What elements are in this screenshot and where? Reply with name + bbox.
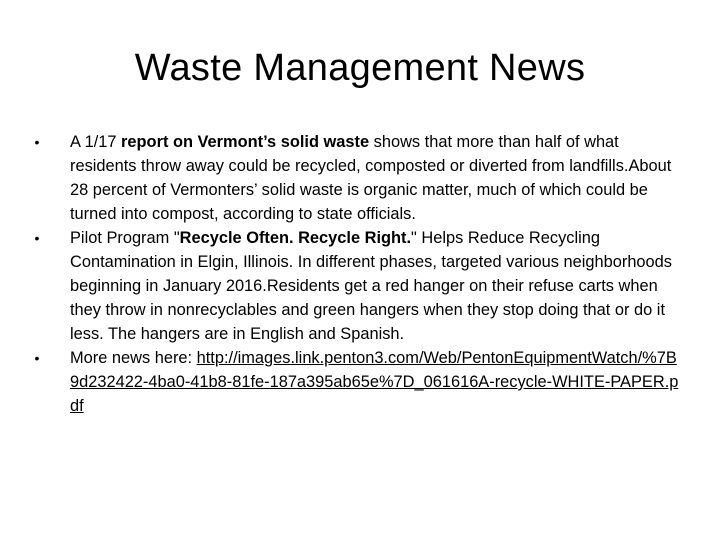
bullet-text-rest: " Helps Reduce Recycling Contamination in Elgin, Illinois. In different phases, targeted various neighborhoods beginning in January 2016.Residents get a red hanger on their refuse carts when they throw in nonrecyclables and green hangers when they stop doing that or do it less. The hangers are in English and Spanish. xyxy=(70,229,672,343)
bullet-text-rest: shows that more than half of what residents throw away could be recycled, composted or diverted from landfills.About 28 percent of Vermonters’ solid waste is organic matter, much of which could be turned into compost, according to state officials. xyxy=(70,133,672,223)
bullet-text-bold: report on Vermont’s solid waste xyxy=(121,133,370,151)
bullet-dot-icon: • xyxy=(34,350,40,366)
bullet-dot-icon: • xyxy=(34,134,40,150)
more-news-link[interactable]: http://images.link.penton3.com/Web/PentonEquipmentWatch/%7B9d232422-4ba0-41b8-81fe-187a395ab65e%7D_061616A-recycle-WHITE-PAPER.pdf xyxy=(70,349,679,415)
bullet-dot-icon: • xyxy=(34,230,40,246)
bullet-item-vermont-report xyxy=(30,130,685,226)
bullet-text-prefix: A 1/17 xyxy=(70,133,122,151)
bullet-list xyxy=(30,130,685,418)
bullet-text-prefix: More news here: xyxy=(70,349,197,367)
bullet-text-prefix: Pilot Program " xyxy=(70,229,180,247)
bullet-item-pilot-program xyxy=(30,226,685,346)
bullet-text-bold: Recycle Often. Recycle Right. xyxy=(179,229,412,247)
bullet-item-more-news xyxy=(30,346,685,418)
slide-title: Waste Management News xyxy=(134,47,586,89)
